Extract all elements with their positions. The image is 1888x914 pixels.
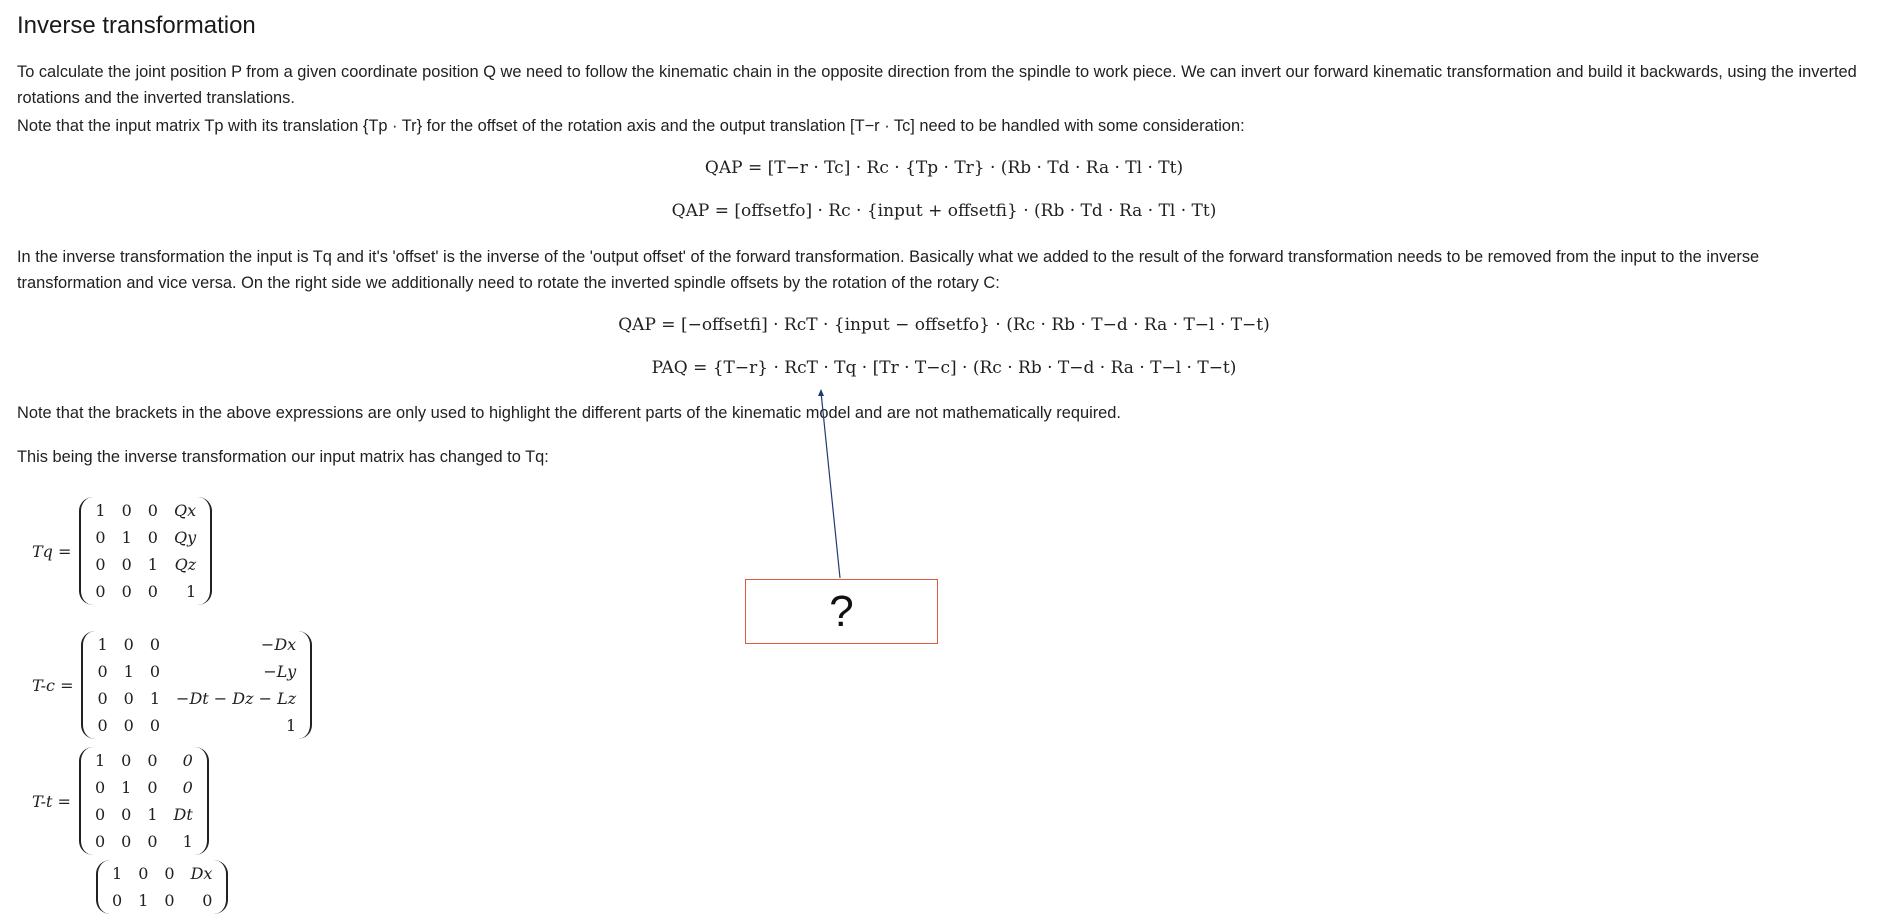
equation-1: QAP = [T−r · Tc] · Rc · {Tp · Tr} · (Rb · Td · Ra · Tl · Tt) <box>704 158 1184 178</box>
matrix-cell: 0 <box>95 582 106 601</box>
matrix-cell: 0 <box>94 832 106 851</box>
matrix-cell: 0 <box>182 778 193 797</box>
matrix-cell: 1 <box>147 805 158 824</box>
equation-2: QAP = [offsetfo] · Rc · {input + offsetfi} · (Rb · Td · Ra · Tl · Tt) <box>671 201 1217 221</box>
leader-line <box>821 392 840 578</box>
matrix-cell: −Dx <box>260 635 297 654</box>
matrix-cell: 1 <box>112 864 123 883</box>
matrix-cell: 0 <box>112 891 123 910</box>
matrix-cell: Qx <box>173 501 197 520</box>
matrix-label: T-c = <box>32 675 74 695</box>
matrix-cell: 1 <box>121 778 132 797</box>
matrix-cell: 1 <box>185 582 197 601</box>
matrix-cell: 0 <box>121 751 132 770</box>
leader-arrowhead <box>818 389 824 396</box>
matrix-cell: Dt <box>173 805 193 824</box>
matrix-cell: 0 <box>147 751 158 770</box>
paragraph-note-input: Note that the input matrix Tp with its translation {Tp · Tr} for the offset of the rotation axis and the output translation [T−r · Tc] need to be handled with some consideration: <box>17 117 1245 135</box>
matrix-cell: 1 <box>285 716 297 735</box>
paragraph-input-matrix: This being the inverse transformation our input matrix has changed to Tq: <box>17 448 549 466</box>
matrix-cell: 1 <box>147 555 158 574</box>
matrix-cell: 0 <box>147 832 158 851</box>
matrix-cell: 0 <box>121 555 132 574</box>
matrix-cell: Qz <box>174 555 197 574</box>
matrix-cell: 1 <box>149 689 161 708</box>
matrix-cell: −Ly <box>263 662 297 681</box>
matrix-cell: 0 <box>149 635 161 654</box>
matrix-cell: 0 <box>149 716 161 735</box>
matrix-cell: 0 <box>94 805 106 824</box>
matrix-cell: 0 <box>121 832 132 851</box>
matrix-cell: 0 <box>149 662 161 681</box>
equation-3: QAP = [−offsetfi] · RcT · {input − offsetfo} · (Rc · Rb · T−d · Ra · T−l · T−t) <box>618 315 1270 335</box>
matrix-cell: 0 <box>121 582 132 601</box>
matrix-cell: 1 <box>138 891 149 910</box>
matrix-cell: 0 <box>182 751 193 770</box>
matrix-label: Tq = <box>32 541 72 561</box>
matrix-cell: 1 <box>94 751 106 770</box>
matrix-cell: Dx <box>190 864 213 883</box>
matrix-cell: 0 <box>147 528 158 547</box>
matrix-cell: 1 <box>121 528 132 547</box>
matrix-cell: 0 <box>123 716 134 735</box>
paragraph-inverse-input: In the inverse transformation the input is Tq and it's 'offset' is the inverse of the 'output offset' of the forward transformation. Basically what we added to the result of the forward transformation needs to be removed from the input to the inverse transformation and vice versa. On the right side we additionally need to rotate the inverted spindle offsets by the rotation of the rotary C: <box>17 248 1760 292</box>
matrix-cell: 0 <box>147 501 158 520</box>
paragraph-intro: To calculate the joint position P from a given coordinate position Q we need to follow the kinematic chain in the opposite direction from the spindle to work piece. We can invert our forward kinematic transformation and build it backwards, using the inverted rotations and the inverted translations. <box>17 63 1857 107</box>
matrix-cell: 0 <box>202 891 213 910</box>
matrix-cell: 0 <box>97 716 108 735</box>
matrix-cell: Qy <box>173 528 197 547</box>
matrix-cell: −Dt − Dz − Lz <box>176 689 297 708</box>
matrix-cell: 0 <box>95 528 106 547</box>
matrix-cell: 1 <box>97 635 108 654</box>
matrix-cell: 1 <box>123 662 134 681</box>
matrix-cell: 1 <box>95 501 106 520</box>
matrix-cell: 0 <box>95 555 106 574</box>
equation-4: PAQ = {T−r} · RcT · Tq · [Tr · T−c] · (Rc · Rb · T−d · Ra · T−l · T−t) <box>651 358 1237 378</box>
annotation-question-box[interactable]: ? <box>745 579 938 644</box>
matrix-cell: 0 <box>147 778 158 797</box>
matrix-cell: 0 <box>97 689 108 708</box>
matrix-cell: 0 <box>123 635 134 654</box>
section-heading: Inverse transformation <box>17 12 256 39</box>
paragraph-bracket-note: Note that the brackets in the above expressions are only used to highlight the different parts of the kinematic model and are not mathematically required. <box>17 404 1121 422</box>
matrix-cell: 0 <box>164 864 175 883</box>
matrix-cell: 0 <box>97 662 108 681</box>
matrix-cell: 0 <box>123 689 134 708</box>
matrix-cell: 0 <box>121 501 132 520</box>
matrix-cell: 0 <box>164 891 175 910</box>
matrix-cell: 1 <box>182 832 193 851</box>
matrix-cell: 0 <box>94 778 106 797</box>
matrix-label: T-t = <box>32 791 71 811</box>
matrix-cell: 0 <box>147 582 158 601</box>
matrix-cell: 0 <box>138 864 149 883</box>
matrix-cell: 0 <box>121 805 132 824</box>
